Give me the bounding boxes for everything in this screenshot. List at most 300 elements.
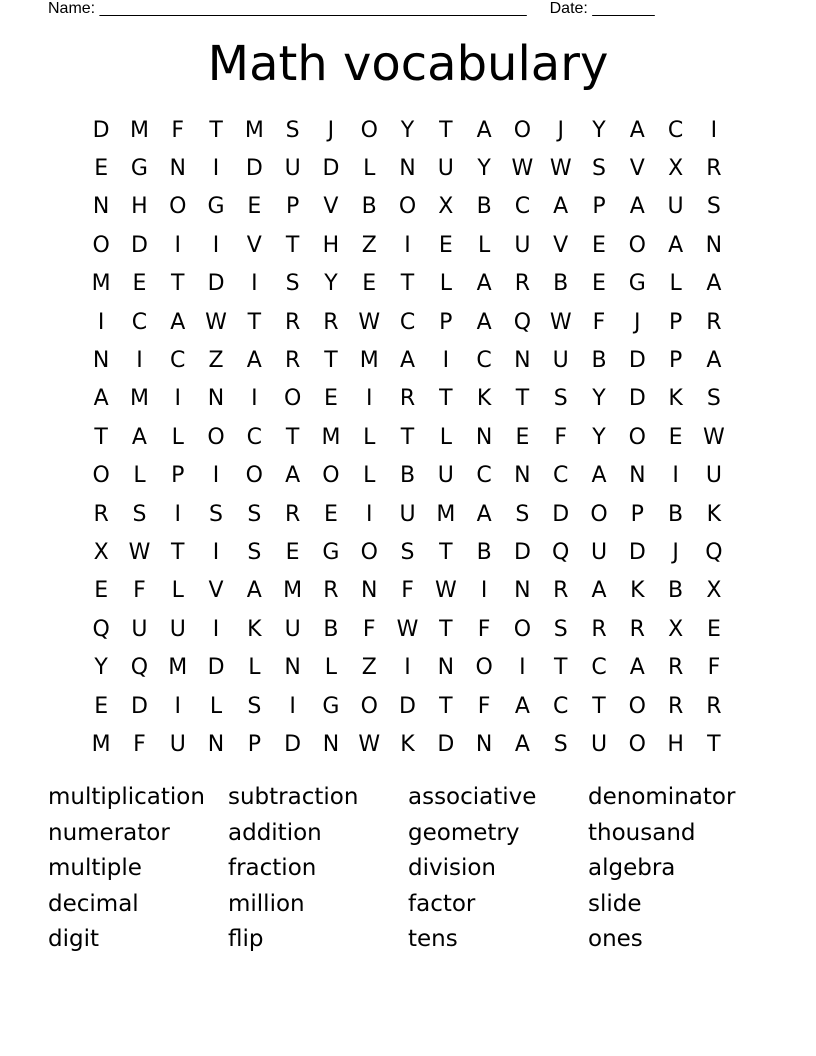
grid-cell[interactable]: D	[245, 156, 263, 182]
grid-cell[interactable]: E	[592, 232, 606, 258]
grid-cell[interactable]: I	[212, 232, 220, 258]
grid-cell[interactable]: N	[475, 731, 493, 757]
grid-cell[interactable]: E	[94, 578, 109, 604]
grid-cell[interactable]: S	[209, 501, 224, 527]
grid-cell[interactable]: R	[667, 655, 684, 681]
grid-cell[interactable]: S	[553, 731, 568, 757]
grid-cell[interactable]: T	[400, 424, 415, 450]
grid-cell[interactable]: N	[169, 156, 186, 182]
grid-cell[interactable]: N	[207, 731, 225, 757]
grid-cell[interactable]: K	[706, 501, 722, 527]
grid-cell[interactable]: Y	[324, 271, 338, 297]
grid-cell[interactable]: E	[438, 232, 453, 258]
grid-cell[interactable]: I	[710, 117, 718, 143]
grid-cell[interactable]: D	[284, 731, 302, 757]
grid-cell[interactable]: N	[475, 424, 493, 450]
grid-cell[interactable]: M	[244, 117, 264, 143]
grid-cell[interactable]: L	[209, 693, 223, 719]
grid-cell[interactable]: L	[171, 578, 184, 604]
word-bank-item: tens	[408, 926, 458, 953]
grid-cell[interactable]: Y	[592, 117, 606, 143]
grid-cell[interactable]: M	[129, 386, 149, 412]
grid-cell[interactable]: A	[706, 271, 722, 297]
grid-cell[interactable]: E	[94, 693, 109, 719]
grid-cell[interactable]: T	[209, 117, 223, 143]
grid-cell[interactable]: T	[439, 616, 453, 642]
grid-cell[interactable]: B	[553, 271, 569, 297]
grid-cell[interactable]: D	[92, 117, 110, 143]
grid-cell[interactable]: R	[93, 501, 109, 527]
grid-cell[interactable]: F	[554, 424, 568, 450]
grid-cell[interactable]: L	[363, 424, 376, 450]
grid-cell[interactable]: Q	[705, 539, 723, 565]
grid-cell[interactable]: C	[399, 309, 416, 335]
grid-cell[interactable]: S	[553, 386, 568, 412]
grid-cell[interactable]: D	[399, 693, 416, 719]
grid-cell[interactable]: N	[92, 194, 110, 220]
grid-cell[interactable]: F	[362, 616, 376, 642]
grid-cell[interactable]: R	[284, 309, 301, 335]
grid-cell[interactable]: R	[591, 616, 607, 642]
grid-cell[interactable]: X	[668, 156, 684, 182]
grid-cell[interactable]: E	[668, 424, 683, 450]
grid-cell[interactable]: C	[667, 117, 684, 143]
grid-cell[interactable]: W	[549, 309, 572, 335]
grid-cell[interactable]: G	[322, 693, 340, 719]
grid-cell[interactable]: G	[628, 271, 646, 297]
grid-cell[interactable]: I	[212, 156, 220, 182]
grid-cell[interactable]: L	[363, 463, 376, 489]
grid-cell[interactable]: W	[549, 156, 572, 182]
grid-cell[interactable]: L	[439, 424, 452, 450]
grid-cell[interactable]: L	[248, 655, 261, 681]
word-bank-item: multiplication	[48, 784, 205, 810]
grid-cell[interactable]: R	[706, 309, 722, 335]
grid-cell[interactable]: O	[207, 424, 225, 450]
date-field[interactable]: _______	[592, 0, 655, 17]
grid-cell[interactable]: A	[629, 194, 645, 220]
grid-cell[interactable]: U	[399, 501, 416, 527]
grid-cell[interactable]: A	[629, 655, 645, 681]
grid-cell[interactable]: F	[707, 655, 721, 681]
grid-cell[interactable]: T	[707, 731, 721, 757]
grid-cell[interactable]: D	[628, 386, 646, 412]
grid-cell[interactable]: O	[245, 463, 263, 489]
grid-cell[interactable]: S	[132, 501, 147, 527]
grid-cell[interactable]: P	[247, 731, 261, 757]
grid-cell[interactable]: R	[706, 156, 722, 182]
grid-cell[interactable]: R	[284, 348, 301, 374]
grid-cell[interactable]: F	[477, 693, 491, 719]
grid-cell[interactable]: I	[404, 232, 411, 258]
grid-cell[interactable]: U	[169, 731, 186, 757]
grid-cell[interactable]: O	[513, 117, 532, 143]
grid-cell[interactable]: I	[672, 463, 679, 489]
grid-cell[interactable]: Y	[592, 386, 606, 412]
grid-cell[interactable]: B	[668, 578, 684, 604]
grid-cell[interactable]: M	[91, 271, 111, 297]
grid-cell[interactable]: W	[511, 156, 534, 182]
grid-cell[interactable]: W	[358, 731, 381, 757]
grid-cell[interactable]: N	[705, 232, 723, 258]
page-title: Math vocabulary	[207, 36, 609, 92]
grid-cell[interactable]: I	[442, 348, 450, 374]
grid-cell[interactable]: A	[246, 348, 262, 374]
grid-cell[interactable]: G	[207, 194, 225, 220]
grid-cell[interactable]: S	[400, 539, 415, 565]
grid-cell[interactable]: A	[668, 232, 684, 258]
grid-cell[interactable]: M	[283, 578, 303, 604]
grid-cell[interactable]: S	[247, 539, 262, 565]
grid-cell[interactable]: Y	[592, 424, 606, 450]
grid-cell[interactable]: E	[515, 424, 530, 450]
grid-cell[interactable]: C	[553, 463, 569, 489]
grid-cell[interactable]: T	[439, 693, 453, 719]
grid-cell[interactable]: W	[396, 616, 419, 642]
grid-cell[interactable]: N	[399, 156, 416, 182]
grid-cell[interactable]: T	[171, 539, 185, 565]
grid-cell[interactable]: I	[97, 309, 105, 335]
grid-cell[interactable]: N	[92, 348, 110, 374]
grid-cell[interactable]: A	[399, 348, 416, 374]
grid-cell[interactable]: B	[399, 463, 416, 489]
grid-cell[interactable]: X	[668, 616, 684, 642]
grid-cell[interactable]: D	[130, 232, 148, 258]
grid-cell[interactable]: I	[174, 386, 181, 412]
grid-cell[interactable]: H	[322, 232, 340, 258]
grid-cell[interactable]: O	[513, 616, 532, 642]
grid-cell[interactable]: I	[174, 232, 181, 258]
grid-cell[interactable]: O	[628, 232, 646, 258]
grid-cell[interactable]: O	[590, 501, 608, 527]
grid-cell[interactable]: Z	[208, 348, 224, 374]
grid-cell[interactable]: Y	[477, 156, 491, 182]
grid-cell[interactable]: P	[668, 348, 683, 374]
grid-cell[interactable]: B	[591, 348, 607, 374]
grid-cell[interactable]: P	[592, 194, 606, 220]
grid-cell[interactable]: V	[323, 194, 339, 220]
grid-cell[interactable]: P	[630, 501, 644, 527]
grid-cell[interactable]: U	[667, 194, 684, 220]
grid-cell[interactable]: I	[289, 693, 296, 719]
grid-cell[interactable]: A	[131, 424, 147, 450]
grid-cell[interactable]: O	[360, 539, 378, 565]
grid-cell[interactable]: U	[437, 463, 454, 489]
grid-cell[interactable]: L	[363, 156, 376, 182]
grid-cell[interactable]: R	[553, 578, 569, 604]
grid-cell[interactable]: M	[436, 501, 456, 527]
grid-cell[interactable]: U	[131, 616, 148, 642]
grid-cell[interactable]: P	[285, 194, 300, 220]
grid-cell[interactable]: I	[136, 348, 143, 374]
grid-cell[interactable]: S	[247, 693, 262, 719]
grid-cell[interactable]: M	[129, 117, 149, 143]
grid-cell[interactable]: I	[212, 463, 220, 489]
grid-cell[interactable]: Q	[92, 616, 110, 642]
grid-cell[interactable]: Q	[130, 655, 149, 681]
grid-cell[interactable]: Z	[361, 232, 377, 258]
grid-cell[interactable]: T	[324, 348, 338, 374]
grid-cell[interactable]: F	[171, 117, 185, 143]
grid-cell[interactable]: I	[519, 655, 526, 681]
grid-cell[interactable]: F	[477, 616, 491, 642]
grid-cell[interactable]: R	[323, 578, 339, 604]
grid-cell[interactable]: A	[591, 578, 607, 604]
grid-cell[interactable]: A	[93, 386, 109, 412]
grid-cell[interactable]: U	[169, 616, 186, 642]
grid-cell[interactable]: D	[437, 731, 455, 757]
grid-cell[interactable]: V	[208, 578, 224, 604]
grid-cell[interactable]: P	[171, 463, 185, 489]
grid-cell[interactable]: Q	[513, 309, 532, 335]
grid-cell[interactable]: W	[205, 309, 227, 335]
grid-cell[interactable]: A	[629, 117, 645, 143]
grid-cell[interactable]: U	[437, 156, 454, 182]
grid-cell[interactable]: X	[93, 539, 109, 565]
grid-cell[interactable]: W	[434, 578, 457, 604]
grid-cell[interactable]: N	[360, 578, 378, 604]
grid-cell[interactable]: Q	[552, 539, 570, 565]
grid-cell[interactable]: O	[628, 424, 646, 450]
grid-cell[interactable]: I	[174, 693, 181, 719]
grid-cell[interactable]: E	[323, 386, 338, 412]
grid-cell[interactable]: S	[553, 616, 568, 642]
grid-cell[interactable]: C	[476, 348, 492, 374]
word-bank-item: associative	[408, 784, 537, 810]
grid-cell[interactable]: M	[321, 424, 341, 450]
grid-cell[interactable]: F	[133, 731, 146, 757]
grid-cell[interactable]: A	[170, 309, 186, 335]
grid-cell[interactable]: J	[327, 117, 335, 143]
grid-cell[interactable]: A	[706, 348, 722, 374]
grid-cell[interactable]: Y	[400, 117, 415, 143]
grid-cell[interactable]: T	[439, 539, 453, 565]
grid-cell[interactable]: H	[131, 194, 148, 220]
grid-cell[interactable]: D	[552, 501, 570, 527]
grid-cell[interactable]: P	[668, 309, 683, 335]
grid-cell[interactable]: S	[592, 156, 606, 182]
grid-cell[interactable]: I	[251, 386, 258, 412]
grid-cell[interactable]: U	[552, 348, 569, 374]
grid-cell[interactable]: C	[131, 309, 148, 335]
grid-cell[interactable]: A	[476, 501, 492, 527]
grid-cell[interactable]: L	[171, 424, 184, 450]
grid-cell[interactable]: D	[322, 156, 340, 182]
grid-cell[interactable]: F	[133, 578, 146, 604]
grid-cell[interactable]: O	[92, 463, 110, 489]
word-bank-item: subtraction	[228, 784, 359, 810]
grid-cell[interactable]: B	[323, 616, 339, 642]
grid-cell[interactable]: N	[629, 463, 646, 489]
grid-cell[interactable]: R	[323, 309, 339, 335]
grid-cell[interactable]: S	[515, 501, 530, 527]
grid-cell[interactable]: X	[438, 194, 454, 220]
grid-cell[interactable]: O	[475, 655, 493, 681]
grid-cell[interactable]: Z	[361, 655, 377, 681]
grid-cell[interactable]: B	[668, 501, 684, 527]
grid-cell[interactable]: I	[365, 501, 373, 527]
grid-cell[interactable]: M	[91, 731, 111, 757]
grid-cell[interactable]: A	[476, 309, 492, 335]
grid-cell[interactable]: A	[514, 731, 530, 757]
grid-cell[interactable]: I	[480, 578, 488, 604]
grid-cell[interactable]: R	[667, 693, 684, 719]
grid-cell[interactable]: L	[439, 271, 452, 297]
grid-cell[interactable]: T	[553, 655, 568, 681]
grid-cell[interactable]: B	[476, 539, 492, 565]
grid-cell[interactable]: R	[514, 271, 531, 297]
grid-cell[interactable]: S	[247, 501, 262, 527]
grid-cell[interactable]: G	[130, 156, 148, 182]
grid-cell[interactable]: T	[171, 271, 185, 297]
grid-cell[interactable]: I	[212, 539, 220, 565]
grid-cell[interactable]: L	[133, 463, 146, 489]
grid-cell[interactable]: C	[170, 348, 186, 374]
grid-cell[interactable]: A	[476, 117, 492, 143]
grid-cell[interactable]: T	[400, 271, 415, 297]
grid-cell[interactable]: R	[284, 501, 301, 527]
grid-cell[interactable]: E	[706, 616, 721, 642]
grid-cell[interactable]: K	[476, 386, 492, 412]
grid-cell[interactable]: N	[207, 386, 225, 412]
grid-cell[interactable]: O	[322, 463, 340, 489]
grid-cell[interactable]: U	[284, 156, 301, 182]
grid-cell[interactable]: S	[706, 386, 721, 412]
grid-cell[interactable]: K	[247, 616, 262, 642]
word-bank-item: numerator	[48, 819, 170, 846]
grid-cell[interactable]: W	[128, 539, 151, 565]
grid-cell[interactable]: T	[439, 117, 453, 143]
grid-cell[interactable]: D	[207, 271, 225, 297]
grid-cell[interactable]: I	[174, 501, 181, 527]
word-bank-item: multiple	[48, 855, 142, 882]
grid-cell[interactable]: D	[513, 539, 531, 565]
grid-cell[interactable]: A	[591, 463, 607, 489]
grid-cell[interactable]: R	[399, 386, 416, 412]
grid-cell[interactable]: O	[92, 232, 110, 258]
grid-cell[interactable]: V	[246, 232, 262, 258]
grid-cell[interactable]: W	[703, 424, 725, 450]
grid-cell[interactable]: L	[477, 232, 491, 258]
grid-cell[interactable]: U	[590, 731, 608, 757]
grid-cell[interactable]: B	[476, 194, 492, 220]
grid-cell[interactable]: A	[514, 693, 530, 719]
grid-cell[interactable]: S	[285, 271, 300, 297]
grid-cell[interactable]: D	[628, 348, 646, 374]
grid-cell[interactable]: J	[672, 539, 679, 565]
grid-cell[interactable]: O	[360, 693, 378, 719]
grid-cell[interactable]: S	[285, 117, 300, 143]
grid-cell[interactable]: E	[132, 271, 147, 297]
grid-cell[interactable]: F	[592, 309, 606, 335]
grid-cell[interactable]: E	[362, 271, 377, 297]
grid-cell[interactable]: N	[284, 655, 301, 681]
grid-cell[interactable]: X	[706, 578, 722, 604]
grid-cell[interactable]: D	[130, 693, 148, 719]
grid-cell[interactable]: I	[251, 271, 258, 297]
grid-cell[interactable]: U	[705, 463, 722, 489]
grid-cell[interactable]: O	[398, 194, 417, 220]
grid-cell[interactable]: A	[553, 194, 569, 220]
grid-cell[interactable]: F	[401, 578, 414, 604]
grid-cell[interactable]: E	[247, 194, 262, 220]
grid-cell[interactable]: O	[169, 194, 187, 220]
grid-cell[interactable]: N	[514, 463, 531, 489]
grid-cell[interactable]: M	[168, 655, 188, 681]
grid-cell[interactable]: D	[207, 655, 225, 681]
grid-cell[interactable]: C	[514, 194, 531, 220]
grid-cell[interactable]: Y	[94, 655, 108, 681]
grid-cell[interactable]: C	[476, 463, 492, 489]
grid-cell[interactable]: C	[553, 693, 569, 719]
grid-cell[interactable]: N	[514, 348, 531, 374]
grid-cell[interactable]: O	[360, 117, 378, 143]
grid-cell[interactable]: M	[359, 348, 379, 374]
grid-cell[interactable]: C	[591, 655, 607, 681]
word-bank-item: algebra	[588, 855, 676, 882]
grid-cell[interactable]: T	[285, 232, 300, 258]
grid-cell[interactable]: A	[246, 578, 262, 604]
grid-cell[interactable]: T	[515, 386, 530, 412]
grid-cell[interactable]: E	[94, 156, 109, 182]
grid-cell[interactable]: T	[439, 386, 453, 412]
grid-cell[interactable]: N	[514, 578, 531, 604]
grid-cell[interactable]: O	[628, 731, 646, 757]
grid-cell[interactable]: O	[283, 386, 302, 412]
grid-cell[interactable]: G	[322, 539, 340, 565]
grid-cell[interactable]: A	[476, 271, 492, 297]
grid-cell[interactable]: K	[400, 731, 415, 757]
grid-cell[interactable]: V	[629, 156, 645, 182]
grid-cell[interactable]: T	[94, 424, 108, 450]
grid-cell[interactable]: T	[285, 424, 300, 450]
grid-cell[interactable]: B	[361, 194, 377, 220]
grid-cell[interactable]: W	[358, 309, 381, 335]
grid-cell[interactable]: I	[212, 616, 220, 642]
grid-cell[interactable]: C	[246, 424, 263, 450]
grid-cell[interactable]: K	[630, 578, 645, 604]
grid-cell[interactable]: K	[668, 386, 683, 412]
grid-cell[interactable]: E	[592, 271, 606, 297]
grid-cell[interactable]: O	[628, 693, 646, 719]
grid-cell[interactable]: V	[553, 232, 569, 258]
grid-cell[interactable]: J	[557, 117, 564, 143]
grid-cell[interactable]: J	[634, 309, 641, 335]
grid-cell[interactable]: I	[365, 386, 373, 412]
grid-cell[interactable]: U	[284, 616, 301, 642]
grid-cell[interactable]: A	[285, 463, 301, 489]
word-bank-item: thousand	[588, 819, 696, 846]
grid-cell[interactable]: L	[669, 271, 682, 297]
grid-cell[interactable]: T	[592, 693, 606, 719]
grid-cell[interactable]: E	[323, 501, 338, 527]
grid-cell[interactable]: D	[628, 539, 646, 565]
grid-cell[interactable]: T	[247, 309, 262, 335]
grid-cell[interactable]: R	[629, 616, 645, 642]
grid-cell[interactable]: P	[439, 309, 453, 335]
name-field[interactable]: ________________________________________________	[99, 0, 527, 17]
grid-cell[interactable]: H	[667, 731, 684, 757]
grid-cell[interactable]: N	[322, 731, 340, 757]
grid-cell[interactable]: I	[404, 655, 411, 681]
grid-cell[interactable]: U	[590, 539, 608, 565]
grid-cell[interactable]: E	[285, 539, 300, 565]
grid-cell[interactable]: N	[437, 655, 455, 681]
grid-cell[interactable]: L	[324, 655, 338, 681]
grid-cell[interactable]: R	[706, 693, 722, 719]
grid-cell[interactable]: S	[706, 194, 721, 220]
grid-cell[interactable]: U	[514, 232, 531, 258]
